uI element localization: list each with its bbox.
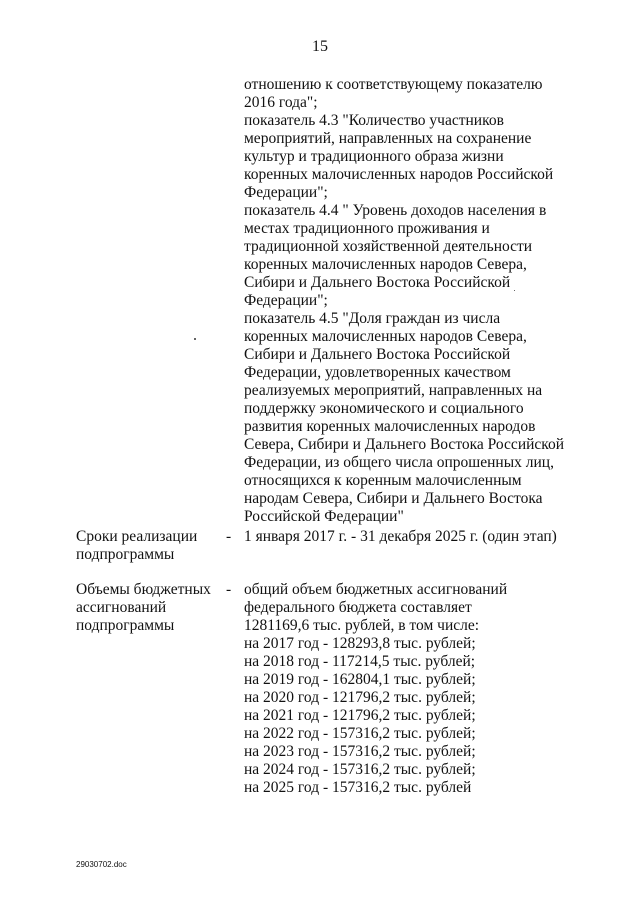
budget-line: на 2024 год - 157316,2 тыс. рублей; [244,761,476,778]
indicator-line: народам Севера, Сибири и Дальнего Востока [244,490,543,507]
budget-dash: - [226,581,232,598]
indicator-line: Федерации, удовлетворенных качеством [244,364,511,381]
budget-line: 1281169,6 тыс. рублей, в том числе: [244,617,480,634]
indicator-line: показатель 4.4 " Уровень доходов населения в [244,202,547,219]
scan-speck [194,338,196,340]
budget-line: федерального бюджета составляет [244,599,472,616]
indicator-line: Федерации, из общего числа опрошенных лиц, [244,454,554,471]
indicator-line: местах традиционного проживания и [244,220,490,237]
indicator-line: традиционной хозяйственной деятельности [244,238,533,255]
budget-line: на 2019 год - 162804,1 тыс. рублей; [244,671,476,688]
indicator-line: Сибири и Дальнего Востока Российской [244,346,511,363]
indicator-line: отношению к соответствующему показателю [244,76,543,93]
indicator-line: коренных малочисленных народов Севера, [244,256,527,273]
budget-label [76,581,226,635]
indicator-line: Российской Федерации" [244,508,404,525]
indicator-line: относящихся к коренным малочисленным [244,472,522,489]
terms-label [76,528,226,564]
indicator-line: реализуемых мероприятий, направленных на [244,382,543,399]
indicator-line: показатель 4.5 "Доля граждан из числа [244,310,501,327]
page-number: 15 [312,38,328,55]
budget-label-line: Объемы бюджетных [76,581,211,598]
indicator-line: коренных малочисленных народов Севера, [244,328,527,345]
budget-line: на 2023 год - 157316,2 тыс. рублей; [244,743,476,760]
indicator-line: Федерации"; [244,184,328,201]
indicator-line: Сибири и Дальнего Востока Российской [244,274,511,291]
scan-speck [514,290,515,291]
budget-label-line: подпрограммы [76,617,175,634]
budget-line: на 2018 год - 117214,5 тыс. рублей; [244,653,476,670]
budget-line: общий объем бюджетных ассигнований [244,581,508,598]
terms-label-line: Сроки реализации [76,528,198,545]
indicator-line: коренных малочисленных народов Российской [244,166,554,183]
terms-value [244,528,564,546]
indicator-line: мероприятий, направленных на сохранение [244,130,532,147]
budget-line: на 2017 год - 128293,8 тыс. рублей; [244,635,476,652]
indicator-line: развития коренных малочисленных народов [244,418,536,435]
budget-label-line: ассигнований [76,599,167,616]
terms-label-line: подпрограммы [76,546,175,563]
terms-value-line: 1 января 2017 г. - 31 декабря 2025 г. (один этап) [244,528,557,545]
indicator-line: показатель 4.3 "Количество участников [244,112,504,129]
budget-line: на 2021 год - 121796,2 тыс. рублей; [244,707,476,724]
indicator-line: 2016 года"; [244,94,318,111]
terms-dash: - [226,528,232,545]
indicator-line: поддержку экономического и социального [244,400,524,417]
indicator-line: культур и традиционного образа жизни [244,148,504,165]
indicators-continuation [244,76,564,526]
footer-filename: 29030702.doc [76,860,127,869]
indicator-line: Федерации"; [244,292,328,309]
budget-line: на 2020 год - 121796,2 тыс. рублей; [244,689,476,706]
budget-line: на 2022 год - 157316,2 тыс. рублей; [244,725,476,742]
budget-value [244,581,564,797]
indicator-line: Севера, Сибири и Дальнего Востока Российской [244,436,565,453]
budget-line: на 2025 год - 157316,2 тыс. рублей [244,779,472,796]
